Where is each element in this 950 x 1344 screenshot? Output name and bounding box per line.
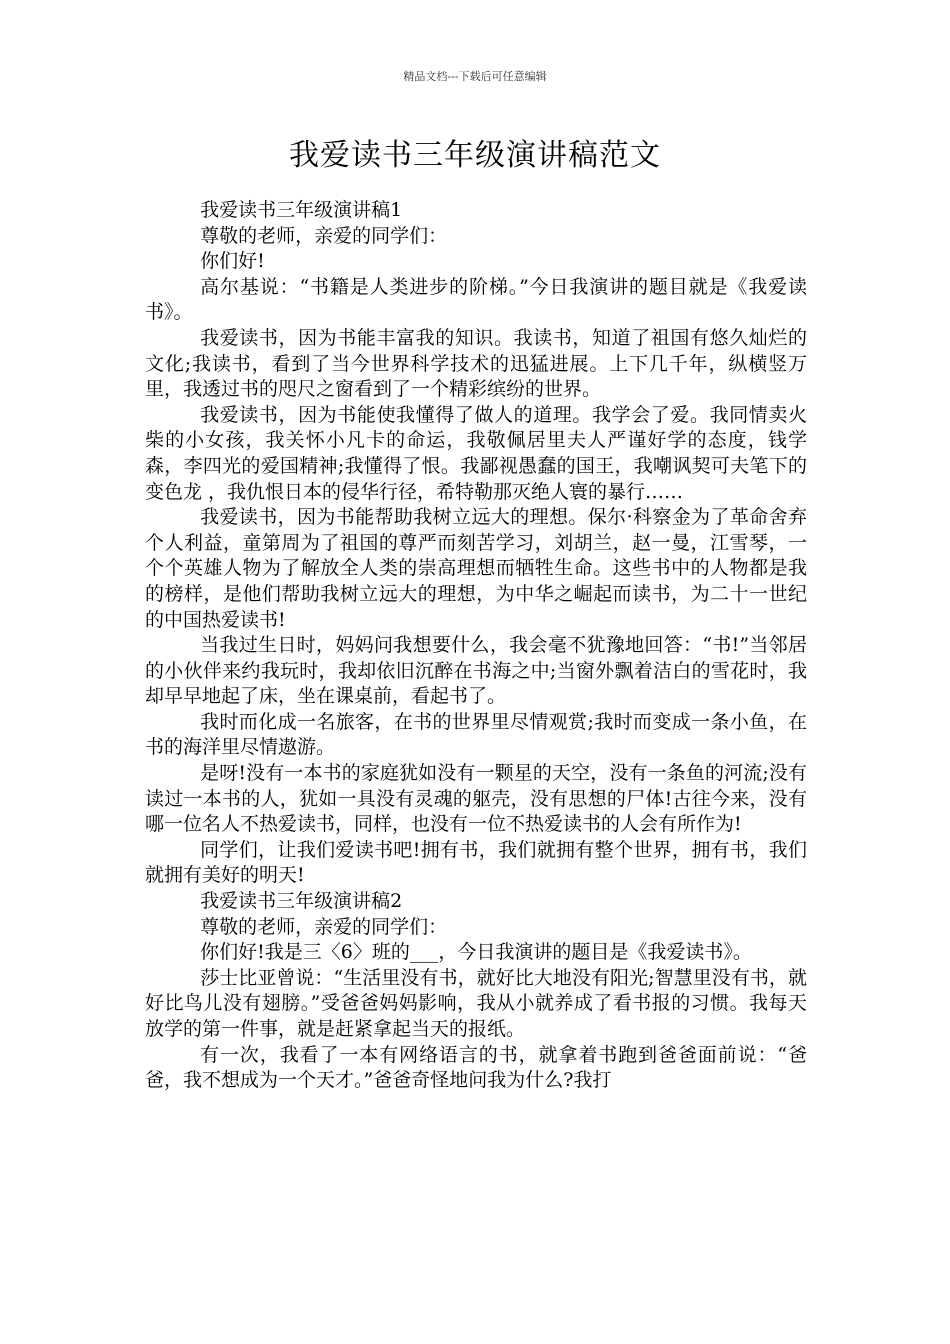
page-title: 我爱读书三年级演讲稿范文 (289, 138, 661, 173)
paragraph: 有一次，我看了一本有网络语言的书，就拿着书跑到爸爸面前说：“爸爸，我不想成为一个天才。”爸爸奇怪地问我为什么?我打 (145, 1043, 807, 1092)
paragraph: 莎士比亚曾说：“生活里没有书，就好比大地没有阳光;智慧里没有书，就好比鸟儿没有翅膀。”受爸爸妈妈影响，我从小就养成了看书报的习惯。我每天放学的第一件事，就是赶紧拿起当天的报纸。 (145, 966, 807, 1040)
paragraph: 我爱读书，因为书能丰富我的知识。我读书，知道了祖国有悠久灿烂的文化;我读书，看到了当今世界科学技术的迅猛进展。上下几千年，纵横竖万里，我透过书的咫尺之窗看到了一个精彩缤纷的世界。 (145, 326, 807, 401)
paragraph: 同学们，让我们爱读书吧!拥有书，我们就拥有整个世界，拥有书，我们就拥有美好的明天! (145, 838, 807, 887)
paragraph: 尊敬的老师，亲爱的同学们： (200, 224, 448, 247)
document-body (145, 198, 807, 1094)
paragraph: 尊敬的老师，亲爱的同学们： (200, 915, 448, 938)
paragraph: 我爱读书，因为书能使我懂得了做人的道理。我学会了爱。我同情卖火柴的小女孩，我关怀小凡卡的命运，我敬佩居里夫人严谨好学的态度，钱学森，李四光的爱国精神;我懂得了恨。我鄙视愚蠢的国王，我嘲讽契可夫笔下的 变色龙 ，我仇恨日本的侵华行径，希特勒那灭绝人寰的暴行…… (145, 403, 807, 503)
paragraph: 我爱读书三年级演讲稿1 (200, 199, 403, 221)
paragraph: 我爱读书，因为书能帮助我树立远大的理想。保尔·科察金为了革命舍弃个人利益，童第周为了祖国的尊严而刻苦学习，刘胡兰，赵一曼，江雪琴，一个个英雄人物为了解放全人类的崇高理想而牺牲生命。这些书中的人物都是我的榜样，是他们帮助我树立远大的理想，为中华之崛起而读书，为二十一世纪的中国热爱读书! (145, 506, 807, 631)
paragraph: 我时而化成一名旅客，在书的世界里尽情观赏;我时而变成一条小鱼，在书的海洋里尽情遨游。 (145, 710, 807, 759)
paragraph: 当我过生日时，妈妈问我想要什么，我会毫不犹豫地回答：“书!”当邻居的小伙伴来约我玩时，我却依旧沉醉在书海之中;当窗外飘着洁白的雪花时，我却早早地起了床，坐在课桌前，看起书了。 (145, 634, 807, 708)
header-note: 精品文档---下载后可任意编辑 (403, 70, 547, 83)
paragraph: 高尔基说：“书籍是人类进步的阶梯。”今日我演讲的题目就是《我爱读书》。 (145, 275, 807, 324)
paragraph: 我爱读书三年级演讲稿2 (200, 890, 403, 913)
paragraph: 是呀!没有一本书的家庭犹如没有一颗星的天空，没有一条鱼的河流;没有读过一本书的人，犹如一具没有灵魂的躯壳，没有思想的尸体!古往今来，没有哪一位名人不热爱读书，同样，也没有一位不热爱读书的人会有所作为! (145, 762, 807, 836)
paragraph: 你们好! (200, 250, 265, 273)
paragraph: 你们好!我是三〈6〉班的___，今日我演讲的题目是《我爱读书》。 (200, 941, 752, 964)
